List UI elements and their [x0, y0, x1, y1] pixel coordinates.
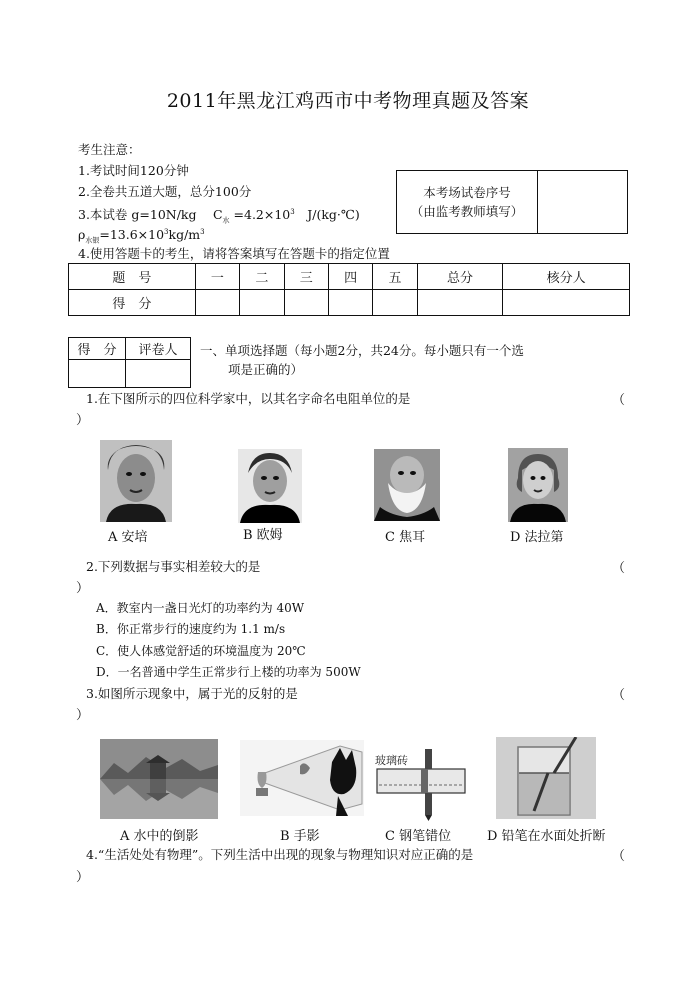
- figure-pencil-refraction: [496, 737, 596, 819]
- score-header-cell: 四: [328, 264, 372, 290]
- answer-paren-open: （: [612, 688, 626, 703]
- answer-paren-open: （: [612, 393, 626, 408]
- caption-ohm: B 欧姆: [243, 528, 283, 543]
- notice-line-4: $\rho_{水银}=13.6\times 10^3kg/m^3$: [78, 227, 205, 245]
- caption-pen-offset: C 钢笔错位: [385, 829, 452, 844]
- q2-option-c: C．使人体感觉舒适的环境温度为 20℃: [96, 644, 306, 658]
- answer-paren-close: ）: [76, 413, 90, 428]
- grader-score-field[interactable]: [69, 360, 126, 388]
- score-table: [68, 263, 630, 316]
- notice-line-1: 1.考试时间120分钟: [78, 163, 189, 178]
- section1-heading-line1: 一、单项选择题（每小题2分，共24分。每小题只有一个选: [200, 343, 524, 358]
- question-1-text: 1.在下图所示的四位科学家中，以其名字命名电阻单位的是: [86, 391, 411, 406]
- notice-line-2: 2.全卷共五道大题，总分100分: [78, 184, 252, 199]
- answer-paren-open: （: [612, 561, 626, 576]
- grader-table: [68, 337, 191, 388]
- caption-water-reflection: A 水中的倒影: [120, 829, 199, 844]
- score-cell[interactable]: [195, 290, 239, 316]
- serial-box: [396, 170, 628, 234]
- section1-heading-line2: 项是正确的）: [228, 362, 304, 377]
- answer-paren-close: ）: [76, 581, 90, 596]
- figure-water-reflection: [100, 739, 218, 819]
- score-cell[interactable]: [284, 290, 328, 316]
- caption-pencil-broken: D 铅笔在水面处折断: [487, 829, 606, 844]
- portrait-ampere: [100, 440, 172, 522]
- figure-hand-shadow: [240, 740, 364, 816]
- answer-paren-close: ）: [76, 708, 90, 723]
- grader-name-field[interactable]: [126, 360, 191, 388]
- notice-line-3: 3.本试卷 g=10N/kg $C_水 =4.2\times 10^3$ J/(kg·℃): [78, 207, 360, 225]
- score-header-cell: 一: [195, 264, 239, 290]
- serial-box-label: 本考场试卷序号 （由监考教师填写）: [397, 171, 538, 234]
- score-cell[interactable]: [417, 290, 503, 316]
- page-title: 2011年黑龙江鸡西市中考物理真题及答案: [166, 90, 530, 112]
- caption-joule: C 焦耳: [385, 530, 426, 545]
- caption-ampere: A 安培: [108, 530, 148, 545]
- score-header-cell: 二: [240, 264, 284, 290]
- caption-faraday: D 法拉第: [510, 530, 564, 545]
- notice-line-5: 4.使用答题卡的考生，请将答案填写在答题卡的指定位置: [78, 246, 390, 261]
- caption-hand-shadow: B 手影: [280, 829, 320, 844]
- glass-brick-label: 玻璃砖: [375, 755, 408, 767]
- q2-option-b: B．你正常步行的速度约为 1.1 m/s: [96, 622, 286, 636]
- q2-option-a: A．教室内一盏日光灯的功率约为 40W: [96, 601, 305, 615]
- figure-pen-glass-brick: [373, 749, 471, 821]
- score-cell[interactable]: [503, 290, 630, 316]
- notice-heading: 考生注意：: [78, 142, 141, 157]
- question-2-text: 2.下列数据与事实相差较大的是: [86, 559, 261, 574]
- question-3-text: 3.如图所示现象中，属于光的反射的是: [86, 686, 298, 701]
- answer-paren-close: ）: [76, 870, 90, 885]
- score-cell[interactable]: [328, 290, 372, 316]
- portrait-joule: [374, 449, 440, 521]
- answer-paren-open: （: [612, 849, 626, 864]
- grader-name-label: 评卷人: [126, 338, 191, 360]
- grader-score-label: 得 分: [69, 338, 126, 360]
- score-row-label: 得 分: [69, 290, 196, 316]
- score-header-cell: 五: [373, 264, 417, 290]
- score-table-score-row: [69, 290, 630, 316]
- score-table-header-row: [69, 264, 630, 290]
- portrait-ohm: [238, 449, 302, 523]
- serial-box-field[interactable]: [538, 171, 628, 234]
- score-header-cell: 总分: [417, 264, 503, 290]
- score-cell[interactable]: [373, 290, 417, 316]
- q2-option-d: D．一名普通中学生正常步行上楼的功率为 500W: [96, 665, 361, 679]
- question-4-text: 4.“生活处处有物理”。下列生活中出现的现象与物理知识对应正确的是: [86, 847, 474, 862]
- score-cell[interactable]: [240, 290, 284, 316]
- score-header-cell: 题 号: [69, 264, 196, 290]
- portrait-faraday: [508, 448, 568, 522]
- score-header-cell: 核分人: [503, 264, 630, 290]
- score-header-cell: 三: [284, 264, 328, 290]
